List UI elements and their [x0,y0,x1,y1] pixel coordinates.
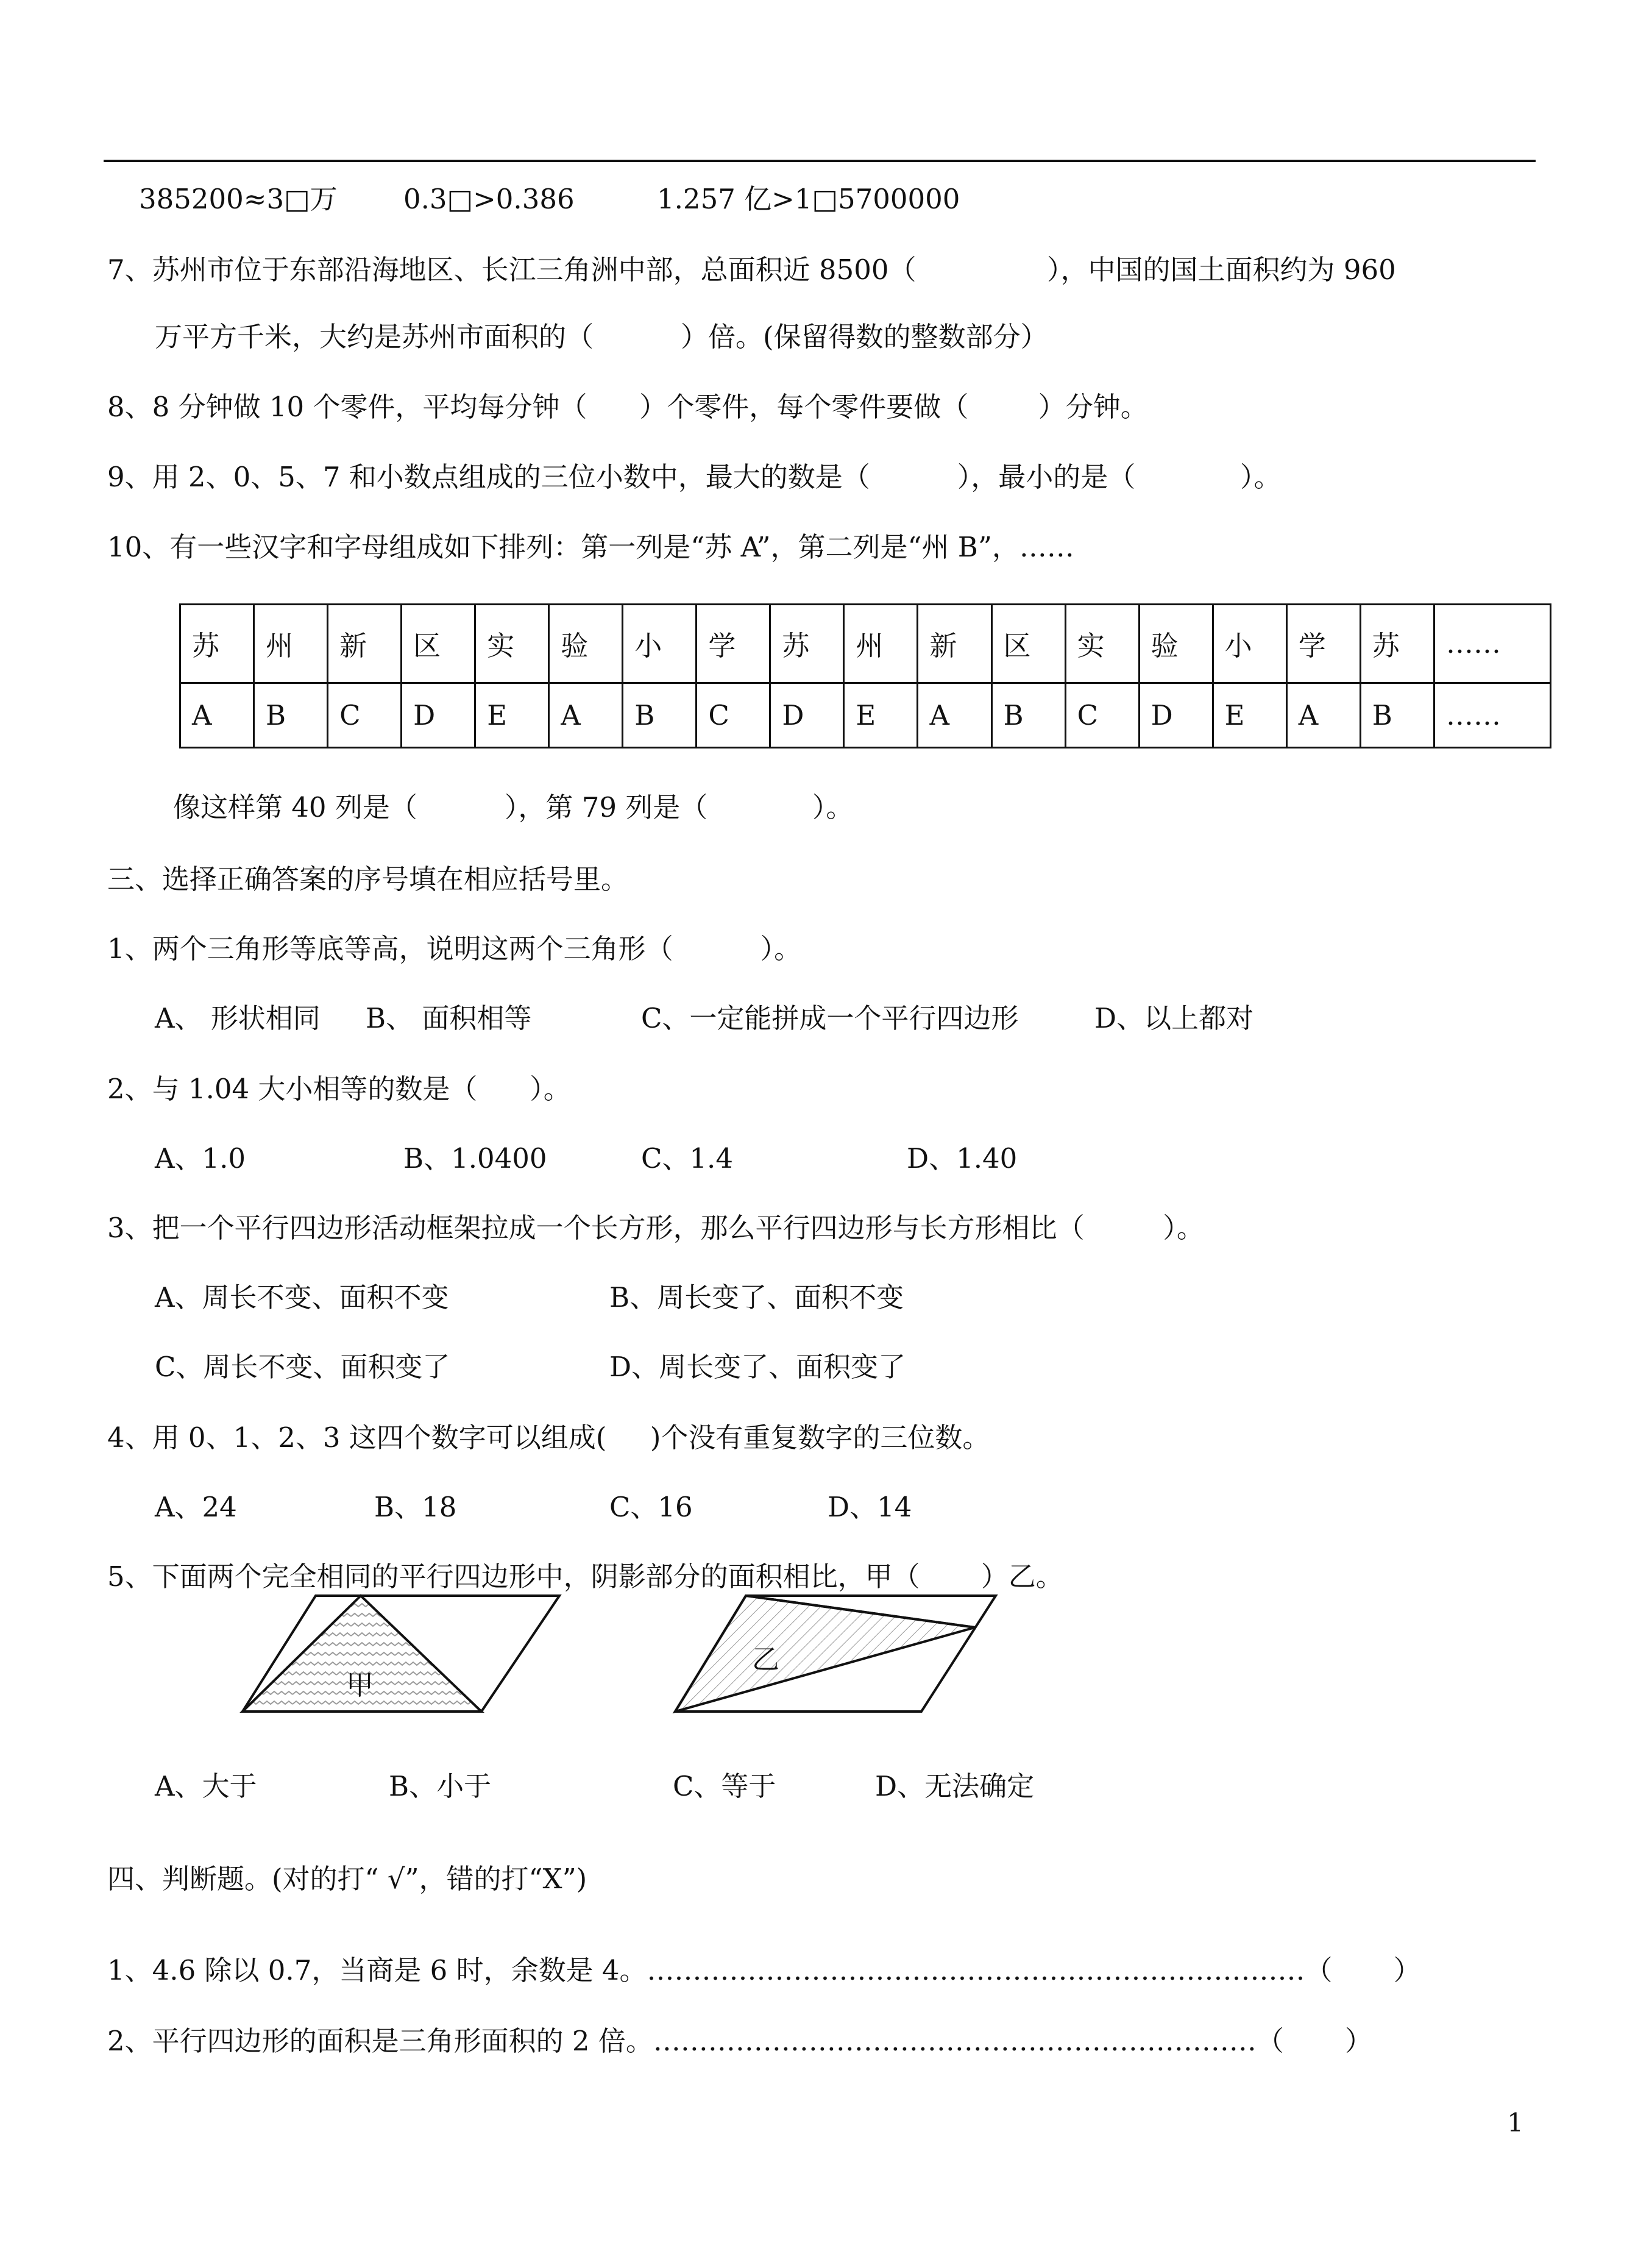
choice-option: C、等于 [673,1770,776,1802]
choice-option: D、14 [828,1491,912,1523]
choice-option: C、一定能拼成一个平行四边形 [641,1002,1019,1034]
table-cell: B [623,683,697,747]
table-cell: D [770,683,844,747]
figure-label-jia: 甲 [346,1669,374,1701]
table-cell: 州 [254,605,328,683]
judge-question-2: 2、平行四边形的面积是三角形面积的 2 倍。…………………………………………………………（ ） [107,2025,1372,2057]
page-number: 1 [1507,2108,1523,2138]
choice-option: D、无法确定 [875,1770,1035,1802]
section-4-title: 四、判断题。(对的打“ √”，错的打“X”) [107,1863,587,1895]
choice-option: D、周长变了、面积变了 [609,1351,906,1383]
choice-3-stem: 3、把一个平行四边形活动框架拉成一个长方形，那么平行四边形与长方形相比（ ）。 [107,1212,1204,1244]
table-cell: 实 [475,605,549,683]
figure-yi [675,1596,996,1712]
choice-option: C、1.4 [641,1142,733,1175]
table-cell: 苏 [1360,605,1434,683]
judge-question-1: 1、4.6 除以 0.7，当商是 6 时，余数是 4。………………………………………………………………（ ） [107,1954,1421,1986]
choice-option: B、 面积相等 [366,1002,532,1034]
question-7-line1: 7、苏州市位于东部沿海地区、长江三角洲中部，总面积近 8500（ ），中国的国土面积约为 960 [107,254,1396,286]
choice-5-stem: 5、下面两个完全相同的平行四边形中，阴影部分的面积相比，甲（ ）乙。 [107,1560,1063,1593]
table-cell: D [402,683,475,747]
table-cell: 苏 [770,605,844,683]
choice-option: A、24 [155,1491,237,1523]
choice-option: B、18 [374,1491,457,1523]
table-cell: E [844,683,918,747]
table-cell: B [254,683,328,747]
figure-jia [243,1596,559,1712]
table-cell: E [475,683,549,747]
table-cell: B [1360,683,1434,747]
table-cell: …… [1434,683,1551,747]
choice-option: B、1.0400 [403,1142,547,1175]
choice-option: A、 形状相同 [155,1002,321,1034]
table-cell: 学 [1286,605,1360,683]
table-cell: 实 [1065,605,1139,683]
sequence-table [179,603,1551,748]
choice-option: B、周长变了、面积不变 [609,1281,904,1314]
choice-option: C、周长不变、面积变了 [155,1351,450,1383]
table-row [180,605,1551,683]
table-cell: C [697,683,770,747]
section-3-title: 三、选择正确答案的序号填在相应括号里。 [107,863,629,895]
estimate-item: 385200≈3□万 [139,183,338,215]
table-cell: A [549,683,623,747]
table-cell: D [1139,683,1213,747]
table-cell: A [1286,683,1360,747]
question-7-line2: 万平方千米，大约是苏州市面积的（ ）倍。(保留得数的整数部分） [155,321,1048,353]
choice-option: D、以上都对 [1094,1002,1254,1034]
table-cell: …… [1434,605,1551,683]
table-cell: 学 [697,605,770,683]
table-cell: C [328,683,402,747]
parallelogram-figures [0,1582,1638,1729]
table-cell: 新 [918,605,991,683]
question-8: 8、8 分钟做 10 个零件，平均每分钟（ ）个零件，每个零件要做（ ）分钟。 [107,391,1148,423]
table-cell: 区 [402,605,475,683]
table-cell: C [1065,683,1139,747]
choice-1-stem: 1、两个三角形等底等高，说明这两个三角形（ ）。 [107,933,802,965]
header-rule [104,160,1536,162]
choice-option: A、周长不变、面积不变 [155,1281,449,1314]
table-cell: 苏 [180,605,254,683]
figure-label-yi: 乙 [752,1643,780,1676]
table-cell: 验 [1139,605,1213,683]
choice-4-stem: 4、用 0、1、2、3 这四个数字可以组成( )个没有重复数字的三位数。 [107,1421,990,1454]
table-cell: 新 [328,605,402,683]
choice-option: A、1.0 [155,1142,246,1175]
table-cell: 区 [991,605,1065,683]
estimate-item: 0.3□>0.386 [403,183,575,215]
table-cell: B [991,683,1065,747]
table-cell: A [918,683,991,747]
choice-option: C、16 [609,1491,693,1523]
choice-option: D、1.40 [907,1142,1018,1175]
table-cell: E [1213,683,1286,747]
table-cell: 州 [844,605,918,683]
choice-2-stem: 2、与 1.04 大小相等的数是（ ）。 [107,1073,571,1105]
table-cell: 小 [623,605,697,683]
question-10-follow: 像这样第 40 列是（ ），第 79 列是（ ）。 [173,791,854,823]
question-10: 10、有一些汉字和字母组成如下排列：第一列是“苏 A”，第二列是“州 B”，…… [107,531,1074,563]
table-cell: 验 [549,605,623,683]
table-cell: 小 [1213,605,1286,683]
choice-option: A、大于 [155,1770,257,1802]
choice-option: B、小于 [389,1770,492,1802]
question-9: 9、用 2、0、5、7 和小数点组成的三位小数中，最大的数是（ ），最小的是（ ）。 [107,461,1282,493]
table-row [180,683,1551,747]
table-cell: A [180,683,254,747]
estimate-item: 1.257 亿>1□5700000 [657,183,960,215]
